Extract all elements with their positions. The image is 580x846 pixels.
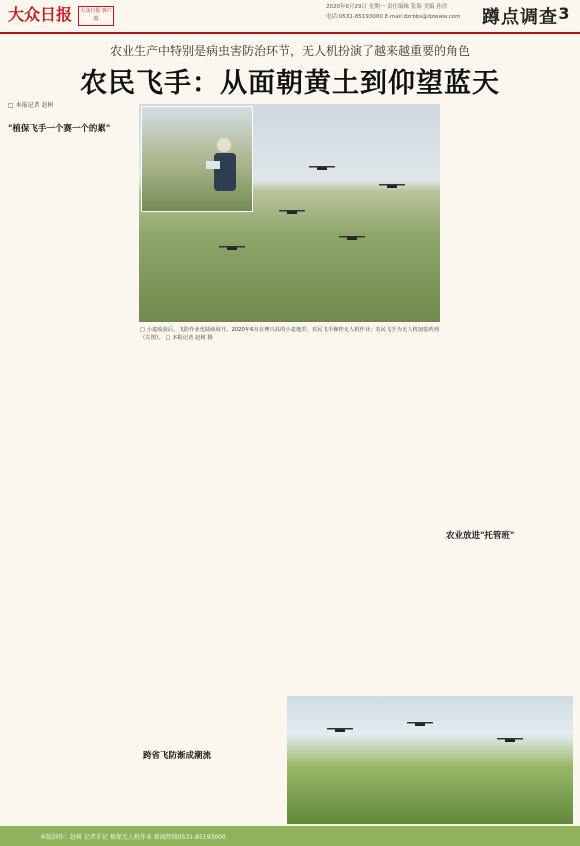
drone-icon	[497, 736, 523, 744]
photo-caption: □ 小麦收获后，飞防作业也陆续展开。2020年6月在博兴县的小麦地里，农民飞手操控无人机作业；农民飞手为无人机加装药剂（左图）。 □ 本报记者 赵树 摄	[140, 327, 439, 341]
drone-icon	[279, 208, 305, 216]
drone-icon	[379, 182, 405, 190]
section-head-3: 农业放进"托管班"	[446, 531, 515, 541]
main-photo	[139, 104, 440, 322]
footer-band	[0, 826, 580, 846]
article-column-3	[287, 342, 437, 692]
page-number: 3	[558, 4, 570, 23]
app-badge: 大众日报 客户端	[78, 6, 114, 26]
masthead	[0, 0, 580, 34]
inset-photo	[141, 106, 253, 212]
article-column-2	[143, 342, 279, 822]
drone-icon	[407, 720, 433, 728]
drone-icon	[219, 244, 245, 252]
drone-icon	[327, 726, 353, 734]
byline: □ 本报记者 赵树	[8, 102, 54, 109]
headline: 农民飞手：从面朝黄土到仰望蓝天	[80, 68, 500, 99]
contact-meta: 电话:0531-85193000 E-mail:dzrbbs@dzwww.com	[326, 14, 461, 20]
article-column-4	[446, 40, 573, 690]
section-head-2: 跨省飞防渐成潮流	[143, 751, 212, 761]
footer-text: 本版制作：赵树 记者手记 植保无人机作业 新闻热线0531-85193000	[40, 834, 226, 841]
drone-icon	[339, 234, 365, 242]
article-column-1	[8, 110, 132, 822]
subheadline: 农业生产中特别是病虫害防治环节，无人机扮演了越来越重要的角色	[109, 44, 470, 58]
section-head-1: "植保飞手一个赛一个的累"	[8, 123, 111, 134]
farmer-figure	[202, 131, 242, 211]
newspaper-logo: 大众日报	[8, 5, 73, 24]
section-title: 蹲点调查	[482, 7, 558, 28]
drone-icon	[309, 164, 335, 172]
issue-meta: 2020年6月29日 星期一 责任编辑 张海 美编 孙淳	[326, 4, 448, 10]
field-photo	[287, 696, 573, 824]
